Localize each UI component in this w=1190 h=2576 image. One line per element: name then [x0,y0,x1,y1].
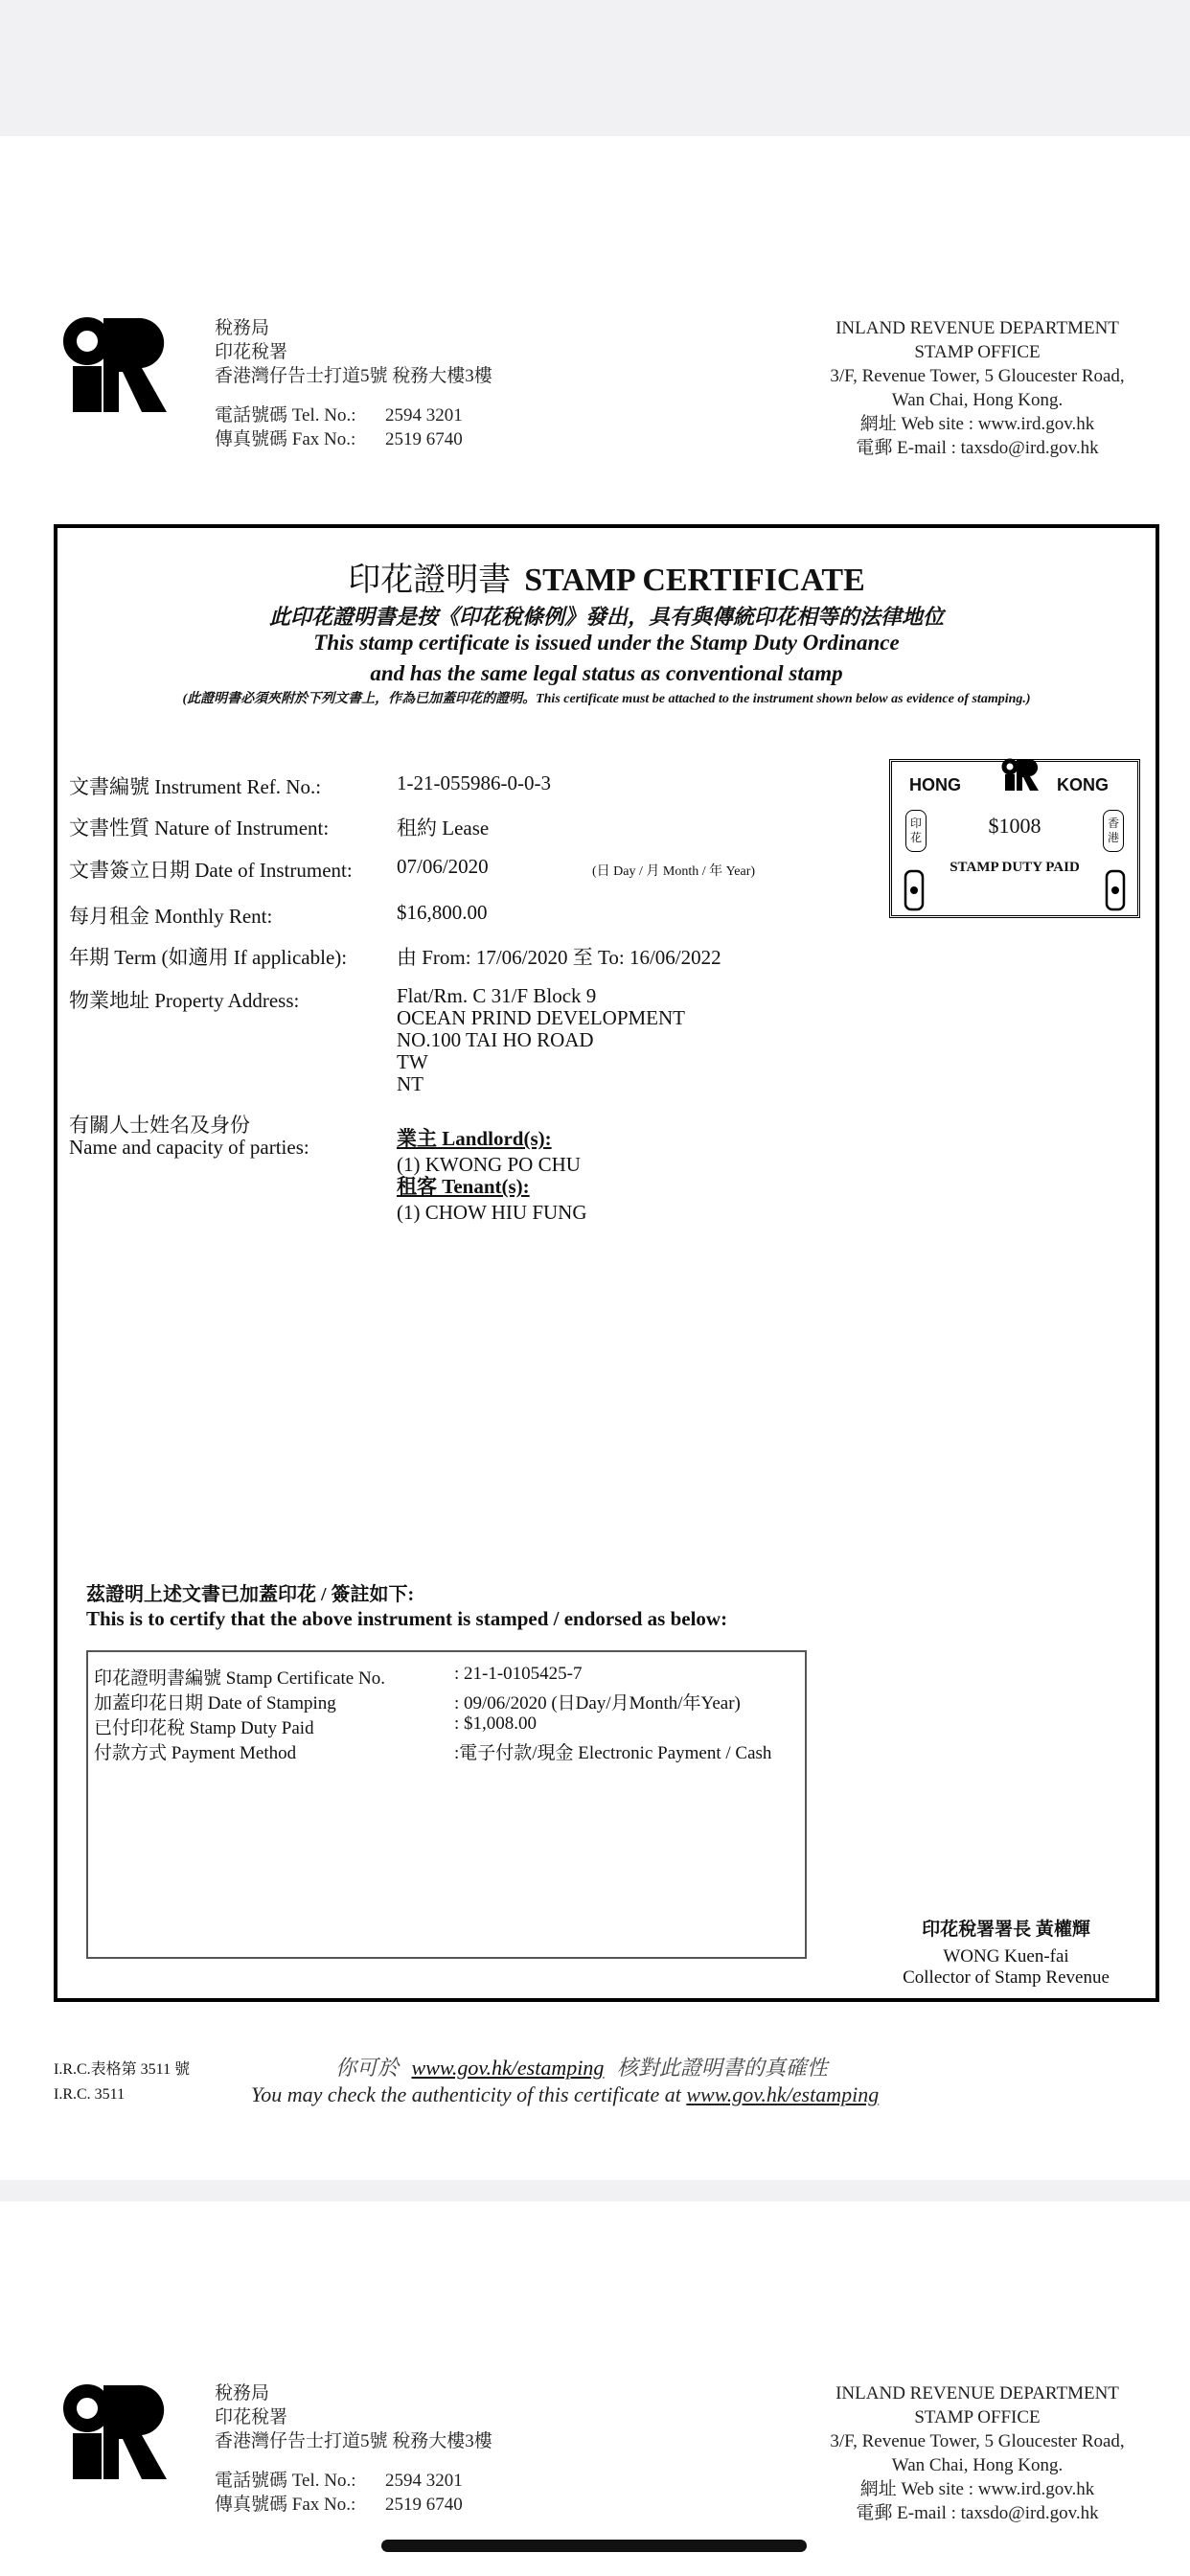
field-value: 租約 Lease [397,816,490,840]
ird-mini-logo-icon [1000,758,1039,791]
address-line: NT [397,1072,423,1095]
tel-value: 2594 3201 [385,405,463,426]
detail-label: 已付印花稅 Stamp Duty Paid [94,1718,314,1738]
verify-zh-pre: 你可於 [335,2056,400,2080]
signer-title-en: Collector of Stamp Revenue [903,1967,1110,1988]
title-zh: 印花證明書 [348,563,512,598]
verify-link-zh[interactable]: www.gov.hk/estamping [411,2056,605,2080]
website-value[interactable]: Web site : www.ird.gov.hk [901,2479,1095,2499]
tenant-name: (1) CHOW HIU FUNG [397,1201,587,1224]
header-right-line-1: INLAND REVENUE DEPARTMENT [835,2383,1119,2404]
header-right-line-3: 3/F, Revenue Tower, 5 Gloucester Road, [830,2431,1125,2451]
stamp-duty-paid-seal [889,759,1140,918]
ird-logo-icon [61,2383,169,2479]
stamping-details-box [86,1650,807,1959]
header-left-line-2: 印花稅署 [215,2407,288,2427]
header-left [215,316,492,451]
field-label: 年期 Term (如適用 If applicable): [69,946,348,969]
verify-en-text: You may check the authenticity of this certificate at [251,2082,681,2106]
signer-title-zh: 印花稅署署長 黃權輝 [922,1920,1090,1940]
website-line [795,412,1159,436]
address-label: 物業地址 Property Address: [69,989,300,1012]
address-line: Flat/Rm. C 31/F Block 9 [397,984,597,1007]
detail-label: 付款方式 Payment Method [94,1743,297,1763]
form-number-en: I.R.C. 3511 [54,2086,126,2103]
page2-header-right [795,2381,1159,2525]
detail-label: 加蓋印花日期 Date of Stamping [94,1693,336,1714]
header-left-line-3: 香港灣仔告士打道5號 稅務大樓3樓 [215,366,492,386]
detail-value: : $1,008.00 [454,1714,538,1734]
stamp-ornament-icon [1105,869,1126,911]
detail-value: : 21-1-0105425-7 [454,1664,583,1684]
field-label: 文書簽立日期 Date of Instrument: [69,859,353,882]
email-value[interactable]: E-mail : taxsdo@ird.gov.hk [897,2503,1099,2523]
field-label: 文書編號 Instrument Ref. No.: [69,775,322,798]
stamp-kong: KONG [1057,775,1109,794]
page2-header-left [215,2381,492,2517]
contact-grid [215,403,492,451]
header-right-line-2: STAMP OFFICE [914,342,1041,362]
contact-grid [215,2469,492,2517]
website-label: 網址 [859,414,897,434]
email-label: 電郵 [856,438,893,458]
verify-en [251,2082,879,2107]
header-right-line-3: 3/F, Revenue Tower, 5 Gloucester Road, [830,366,1125,386]
address-lines [397,985,685,1095]
fax-label: 傳真號碼 Fax No.: [215,429,356,449]
stamp-side-right: 香港 [1103,810,1124,852]
certify-en: This is to certify that the above instrument is stamped / endorsed as below: [86,1607,728,1630]
title-en: STAMP CERTIFICATE [524,563,865,598]
landlord-name: (1) KWONG PO CHU [397,1153,581,1176]
parties-label [69,1115,309,1159]
field-value: 由 From: 17/06/2020 至 To: 16/06/2022 [397,946,721,969]
subtitle-en-2: and has the same legal status as conventional stamp [370,661,843,685]
header-right-line-4: Wan Chai, Hong Kong. [891,390,1064,410]
header-left-line-2: 印花稅署 [215,342,288,362]
verify-zh-post: 核對此證明書的真確性 [616,2056,828,2080]
date-format-hint: (日 Day / 月 Month / 年 Year) [592,864,756,879]
header-left-line-1: 稅務局 [215,318,270,338]
stamp-caption: STAMP DUTY PAID [950,860,1080,875]
subtitle-en-1: This stamp certificate is issued under the Stamp Duty Ordinance [313,631,900,655]
parties-label-zh: 有關人士姓名及身份 [69,1114,250,1137]
landlord-heading: 業主 Landlord(s): [397,1127,552,1150]
header-right-line-4: Wan Chai, Hong Kong. [891,2455,1064,2475]
tel-label: 電話號碼 Tel. No.: [215,405,356,426]
tel-value: 2594 3201 [385,2471,463,2491]
detail-value: :電子付款/現金 Electronic Payment / Cash [454,1743,772,1763]
field-value: $16,800.00 [397,901,488,924]
signer-name: WONG Kuen-fai [943,1946,1069,1966]
email-value[interactable]: E-mail : taxsdo@ird.gov.hk [897,438,1099,458]
form-number-zh: I.R.C.表格第 3511 號 [54,2061,191,2078]
fax-value: 2519 6740 [385,429,463,449]
field-value: 1-21-055986-0-0-3 [397,771,551,794]
parties-label-en: Name and capacity of parties: [69,1136,309,1159]
address-line: TW [397,1050,428,1073]
tel-label: 電話號碼 Tel. No.: [215,2471,356,2491]
email-line [795,436,1159,460]
tenant-heading: 租客 Tenant(s): [397,1175,530,1198]
verify-zh [335,2052,828,2082]
email-label: 電郵 [856,2503,893,2523]
header-left-line-3: 香港灣仔告士打道5號 稅務大樓3樓 [215,2431,492,2451]
stamp-certificate [54,524,1159,2002]
website-value[interactable]: Web site : www.ird.gov.hk [901,414,1095,434]
field-value: 07/06/2020 [397,855,489,878]
stamp-hong: HONG [909,775,961,794]
header-right-line-2: STAMP OFFICE [914,2407,1041,2427]
address-line: NO.100 TAI HO ROAD [397,1028,594,1051]
field-label: 文書性質 Nature of Instrument: [69,816,330,840]
page-separator [0,2180,1190,2201]
stamp-ornament-icon [904,869,925,911]
header-left-line-1: 稅務局 [215,2383,270,2404]
form-number [54,2058,190,2107]
website-line [795,2477,1159,2501]
header-right [795,316,1159,460]
field-label: 每月租金 Monthly Rent: [69,905,273,928]
header-right-line-1: INLAND REVENUE DEPARTMENT [835,318,1119,338]
verify-link-en[interactable]: www.gov.hk/estamping [686,2082,880,2106]
fax-value: 2519 6740 [385,2495,463,2515]
fax-label: 傳真號碼 Fax No.: [215,2495,356,2515]
website-label: 網址 [859,2479,897,2499]
certificate-title [57,553,1156,600]
address-line: OCEAN PRIND DEVELOPMENT [397,1006,685,1029]
stamp-side-left: 印花 [905,810,927,852]
detail-value: : 09/06/2020 (日Day/月Month/年Year) [454,1693,741,1714]
top-gray-band [0,0,1190,136]
subtitle-zh: 此印花證明書是按《印花稅條例》發出，具有與傳統印花相等的法律地位 [268,605,944,629]
signer-block [862,1946,1150,1989]
stamp-amount: $1008 [988,814,1041,838]
ird-logo-icon [61,316,169,412]
certify-zh: 茲證明上述文書已加蓋印花 / 簽註如下: [86,1584,415,1605]
parties-list [397,1126,587,1226]
attachment-note: (此證明書必須夾附於下列文書上，作為已加蓋印花的證明。This certificate must be attached to the instrument shown below as evidence of stamping.) [182,692,1031,706]
email-line [795,2501,1159,2525]
home-indicator[interactable] [381,2540,807,2552]
detail-label: 印花證明書編號 Stamp Certificate No. [94,1668,385,1689]
